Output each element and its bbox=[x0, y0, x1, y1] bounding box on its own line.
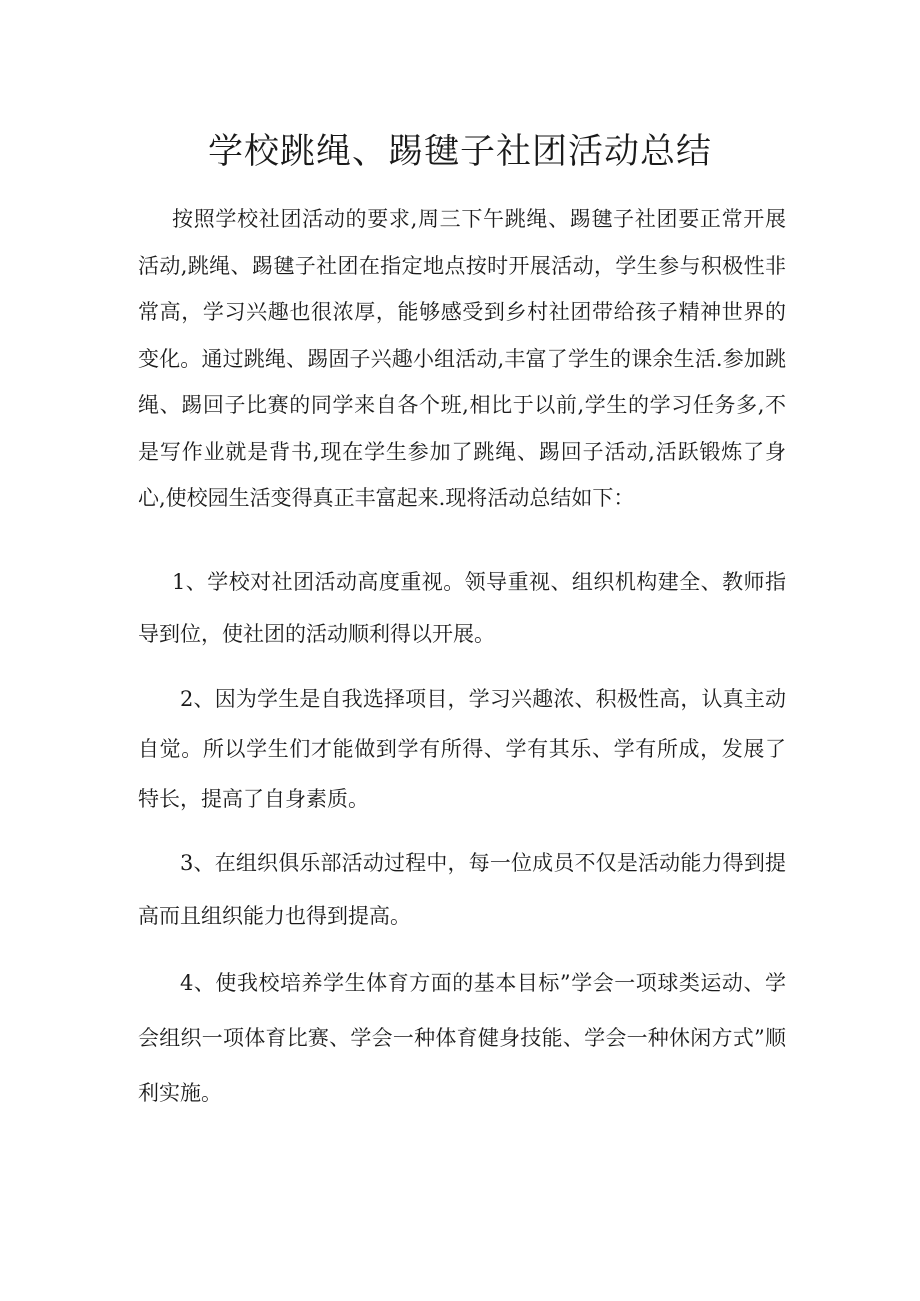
summary-item-1: 1、学校对社团活动高度重视。领导重视、组织机构建全、教师指导到位，使社团的活动顺利得以开展。 bbox=[138, 570, 786, 646]
document-title: 学校跳绳、踢毽子社团活动总结 bbox=[207, 132, 712, 172]
summary-item-3: 3、在组织俱乐部活动过程中，每一位成员不仅是活动能力得到提高而且组织能力也得到提高。 bbox=[138, 851, 786, 928]
summary-item-2: 2、因为学生是自我选择项目，学习兴趣浓、积极性高，认真主动自觉。所以学生们才能做到学有所得、学有其乐、学有所成，发展了特长，提高了自身素质。 bbox=[138, 687, 786, 811]
summary-item-4: 4、使我校培养学生体育方面的基本目标”学会一项球类运动、学会组织一项体育比赛、学会一种体育健身技能、学会一种休闲方式”顺利实施。 bbox=[138, 971, 786, 1105]
intro-paragraph: 按照学校社团活动的要求,周三下午跳绳、踢毽子社团要正常开展活动,跳绳、踢毽子社团在指定地点按时开展活动，学生参与积极性非常高，学习兴趣也很浓厚，能够感受到乡村社团带给孩子精神世界的变化。通过跳绳、踢固子兴趣小组活动,丰富了学生的课余生活.参加跳绳、踢回子比赛的同学来自各个班,相比于以前,学生的学习任务多,不是写作业就是背书,现在学生参加了跳绳、踢回子活动,活跃锻炼了身心,使校园生活变得真正丰富起来.现将活动总结如下： bbox=[138, 207, 786, 510]
